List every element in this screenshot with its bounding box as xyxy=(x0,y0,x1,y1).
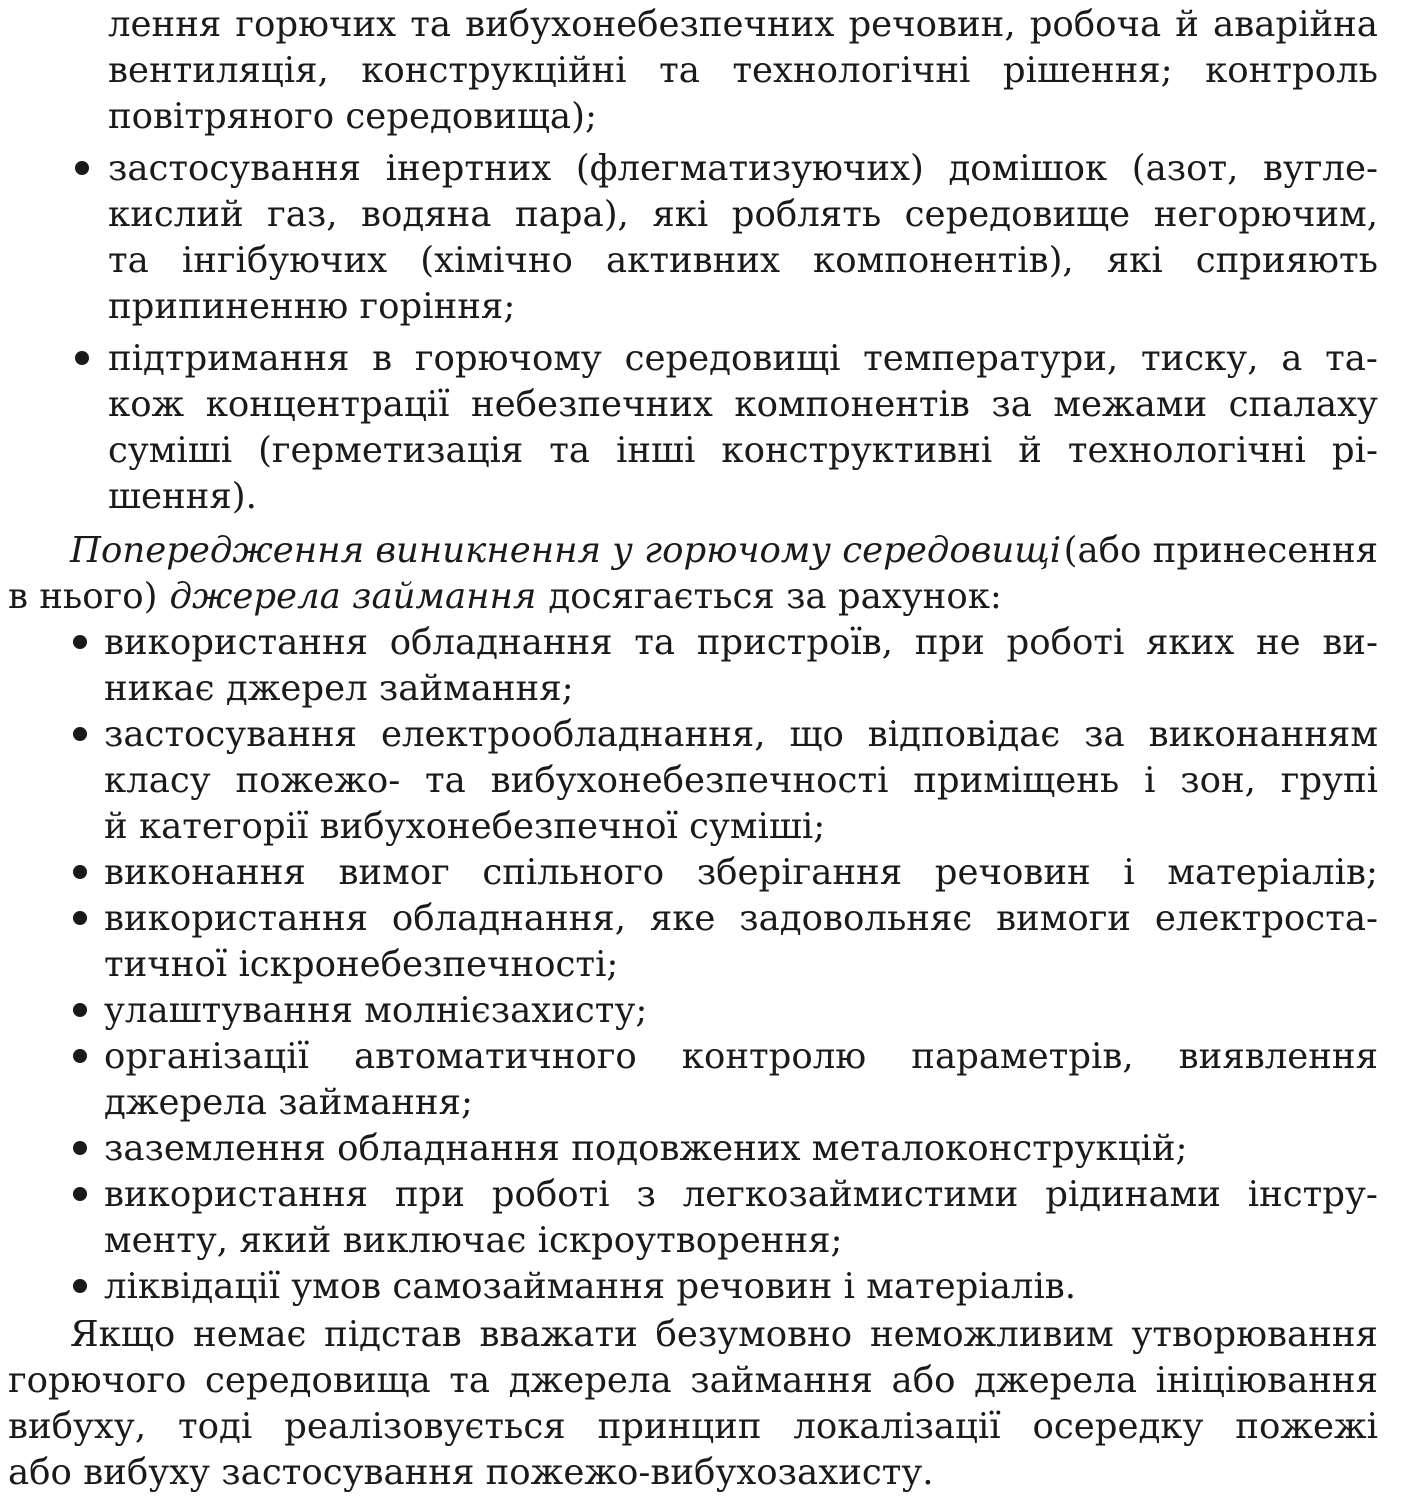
text-line: кож концентрації небезпечних компонентів за межами спалаху xyxy=(108,384,1378,425)
list-bullet xyxy=(73,865,87,879)
list-bullet xyxy=(73,911,87,925)
italic-term: Попередження виникнення у горючому середовищі xyxy=(70,530,1062,571)
list-bullet xyxy=(73,1187,87,1201)
text-line: Попередження виникнення у горючому середовищі (або принесення xyxy=(70,528,1378,574)
text-line: менту, який виключає іскроутворення; xyxy=(104,1220,843,1261)
text-line: лення горючих та вибухонебезпечних речовин, робоча й аварійна xyxy=(108,4,1378,45)
text-line: класу пожежо- та вибухонебезпечності приміщень і зон, групі xyxy=(104,760,1378,801)
text-line: організації автоматичного контролю параметрів, виявлення xyxy=(104,1036,1378,1077)
text-line: застосування електрообладнання, що відповідає за виконанням xyxy=(104,714,1378,755)
text-line: припиненню горіння; xyxy=(108,286,516,327)
list-bullet xyxy=(73,1141,87,1155)
text-line: вибуху, тоді реалізовується принцип локалізації осередку пожежі xyxy=(8,1406,1378,1447)
text-line: підтримання в горючому середовищі температури, тиску, а та- xyxy=(108,338,1378,379)
list-bullet xyxy=(73,1003,87,1017)
list-bullet xyxy=(73,727,87,741)
text-line: шення). xyxy=(108,476,257,517)
text-line: вентиляція, конструкційні та технологічні рішення; контроль xyxy=(108,50,1378,91)
list-bullet xyxy=(75,351,89,365)
text-line: застосування інертних (флегматизуючих) домішок (азот, вугле- xyxy=(108,148,1378,189)
italic-term: джерела займання xyxy=(169,576,537,617)
text-line: використання обладнання та пристроїв, при роботі яких не ви- xyxy=(104,622,1378,663)
text-line: заземлення обладнання подовжених металоконструкцій; xyxy=(104,1128,1188,1169)
list-bullet xyxy=(75,161,89,175)
text-line: та інгібуючих (хімічно активних компонентів), які сприяють xyxy=(108,240,1378,281)
text-line: виконання вимог спільного зберігання речовин і матеріалів; xyxy=(104,852,1378,893)
text-line: використання при роботі з легкозаймистими рідинами інстру- xyxy=(104,1174,1378,1215)
text-line: використання обладнання, яке задовольняє вимоги електроста- xyxy=(104,898,1378,939)
text-line: в нього) джерела займання досягається за рахунок: xyxy=(8,574,1002,620)
text-line: горючого середовища та джерела займання або джерела ініціювання xyxy=(8,1360,1378,1401)
text-line: Якщо немає підстав вважати безумовно неможливим утворювання xyxy=(70,1314,1378,1355)
text-line: суміші (герметизація та інші конструктивні й технологічні рі- xyxy=(108,430,1378,471)
text-line: й категорії вибухонебезпечної суміші; xyxy=(104,806,826,847)
text-line: тичної іскронебезпечності; xyxy=(104,944,619,985)
text-line: або вибуху застосування пожежо-вибухозахисту. xyxy=(8,1452,934,1493)
list-bullet xyxy=(73,1049,87,1063)
text-line: повітряного середовища); xyxy=(108,96,597,137)
text-line: джерела займання; xyxy=(104,1082,473,1123)
text-line: улаштування молнієзахисту; xyxy=(104,990,648,1031)
list-bullet xyxy=(73,635,87,649)
text-line: кислий газ, водяна пара), які роблять середовище негорючим, xyxy=(108,194,1378,235)
text-line: никає джерел займання; xyxy=(104,668,574,709)
text-line: ліквідації умов самозаймання речовин і матеріалів. xyxy=(104,1266,1077,1307)
list-bullet xyxy=(73,1279,87,1293)
